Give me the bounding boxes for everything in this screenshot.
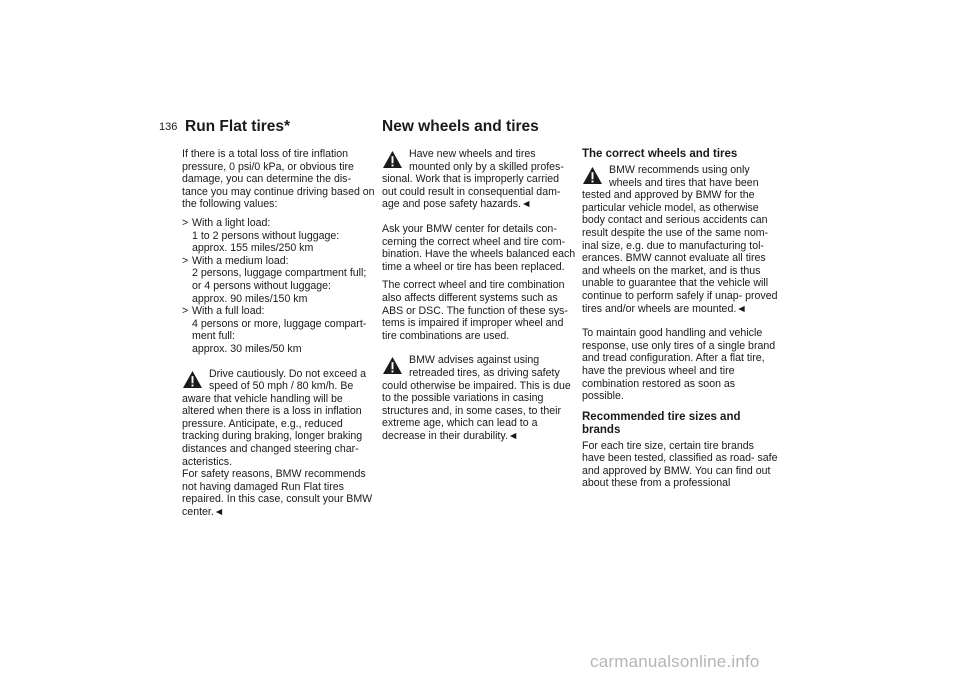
run-flat-intro: If there is a total loss of tire inflation pressure, 0 psi/0 kPa, or obvious tire damage, you can determine the dis- tance you may continue driving based on the following values: [182, 148, 375, 211]
warning-text: BMW recommends using only wheels and tires that have been tested and approved by BMW for the particular vehicle model, as otherwise body contact and serious accidents can result despite the use of the same nom- inal size, e.g. due to manufacturing tol- erances. BMW cannot evaluate all tires and wheels on the market, and is thus unable to guarantee that the vehicle will continue to perform safely if unap- proved tires and/or wheels are mounted.◄ [582, 164, 778, 315]
load-distance: approx. 90 miles/150 km [192, 292, 308, 305]
load-title: With a light load: [192, 216, 271, 229]
warning-triangle-icon [382, 356, 403, 375]
load-detail: 1 to 2 persons without luggage: [192, 229, 340, 242]
list-item-medium-load [182, 255, 375, 305]
list-item-light-load [182, 217, 375, 255]
warning-approved-wheels [582, 164, 778, 315]
column-new-wheels [382, 148, 576, 448]
watermark: carmanualsonline.info [590, 652, 760, 671]
load-detail: 4 persons or more, luggage compart- ment full: [192, 317, 367, 343]
warning-triangle-icon [582, 166, 603, 185]
heading-recommended-tire-sizes: Recommended tire sizes and brands [582, 410, 741, 436]
paragraph-good-handling: To maintain good handling and vehicle response, use only tires of a single brand and tread configuration. After a flat tire, have the previous wheel and tire combination restored as soon as possible. [582, 327, 776, 403]
warning-text-repair: For safety reasons, BMW recommends not having damaged Run Flat tires repaired. In this case, consult your BMW center.◄ [182, 468, 373, 519]
paragraph-tire-brands: For each tire size, certain tire brands have been tested, classified as road- safe and approved by BMW. You can find out about these from a professional [582, 439, 778, 490]
heading-run-flat-tires: Run Flat tires* [185, 118, 291, 135]
list-item-full-load [182, 305, 375, 355]
warning-triangle-icon [382, 150, 403, 169]
heading-new-wheels-and-tires: New wheels and tires [382, 118, 539, 135]
warning-text: Have new wheels and tires mounted only by a skilled profes- sional. Work that is improperly carried out could result in consequential dam- age and pose safety hazards.◄ [382, 148, 564, 211]
page-number: 136 [159, 121, 178, 133]
list-marker: > [182, 305, 189, 318]
column-run-flat [182, 148, 375, 525]
list-marker: > [182, 254, 189, 267]
warning-drive-cautiously [182, 368, 375, 519]
warning-skilled-professional [382, 148, 576, 211]
warning-text: Drive cautiously. Do not exceed a speed of 50 mph / 80 km/h. Be aware that vehicle handling will be altered when there is a loss in inflation pressure. Anticipate, e.g., reduced tracking during braking, longer braking distances and changed steering char- acteristics. [182, 367, 367, 468]
load-detail: 2 persons, luggage compartment full; or 4 persons without luggage: [192, 267, 367, 292]
load-distance: approx. 30 miles/50 km [192, 342, 302, 355]
load-distance: approx. 155 miles/250 km [192, 242, 314, 255]
warning-retreaded-tires [382, 354, 576, 442]
paragraph-ask-bmw-center: Ask your BMW center for details con- cerning the correct wheel and tire com- bination. Have the wheels balanced each time a wheel or tire has been replaced. [382, 222, 576, 273]
warning-triangle-icon [182, 370, 203, 389]
load-title: With a full load: [192, 305, 265, 318]
load-title: With a medium load: [192, 254, 289, 267]
paragraph-correct-combination: The correct wheel and tire combination also affects different systems such as ABS or DSC. The function of these sys- tems is impaired if improper wheel and tire combinations are used. [382, 279, 568, 342]
heading-correct-wheels-and-tires: The correct wheels and tires [582, 148, 738, 160]
warning-text: BMW advises against using retreaded tires, as driving safety could otherwise be impaired. This is due to the possible variations in casing structures and, in some cases, to their extreme age, which can lead to a decrease in their durability.◄ [382, 354, 571, 442]
load-list [182, 217, 375, 356]
list-marker: > [182, 216, 189, 229]
column-correct-wheels [582, 148, 778, 496]
